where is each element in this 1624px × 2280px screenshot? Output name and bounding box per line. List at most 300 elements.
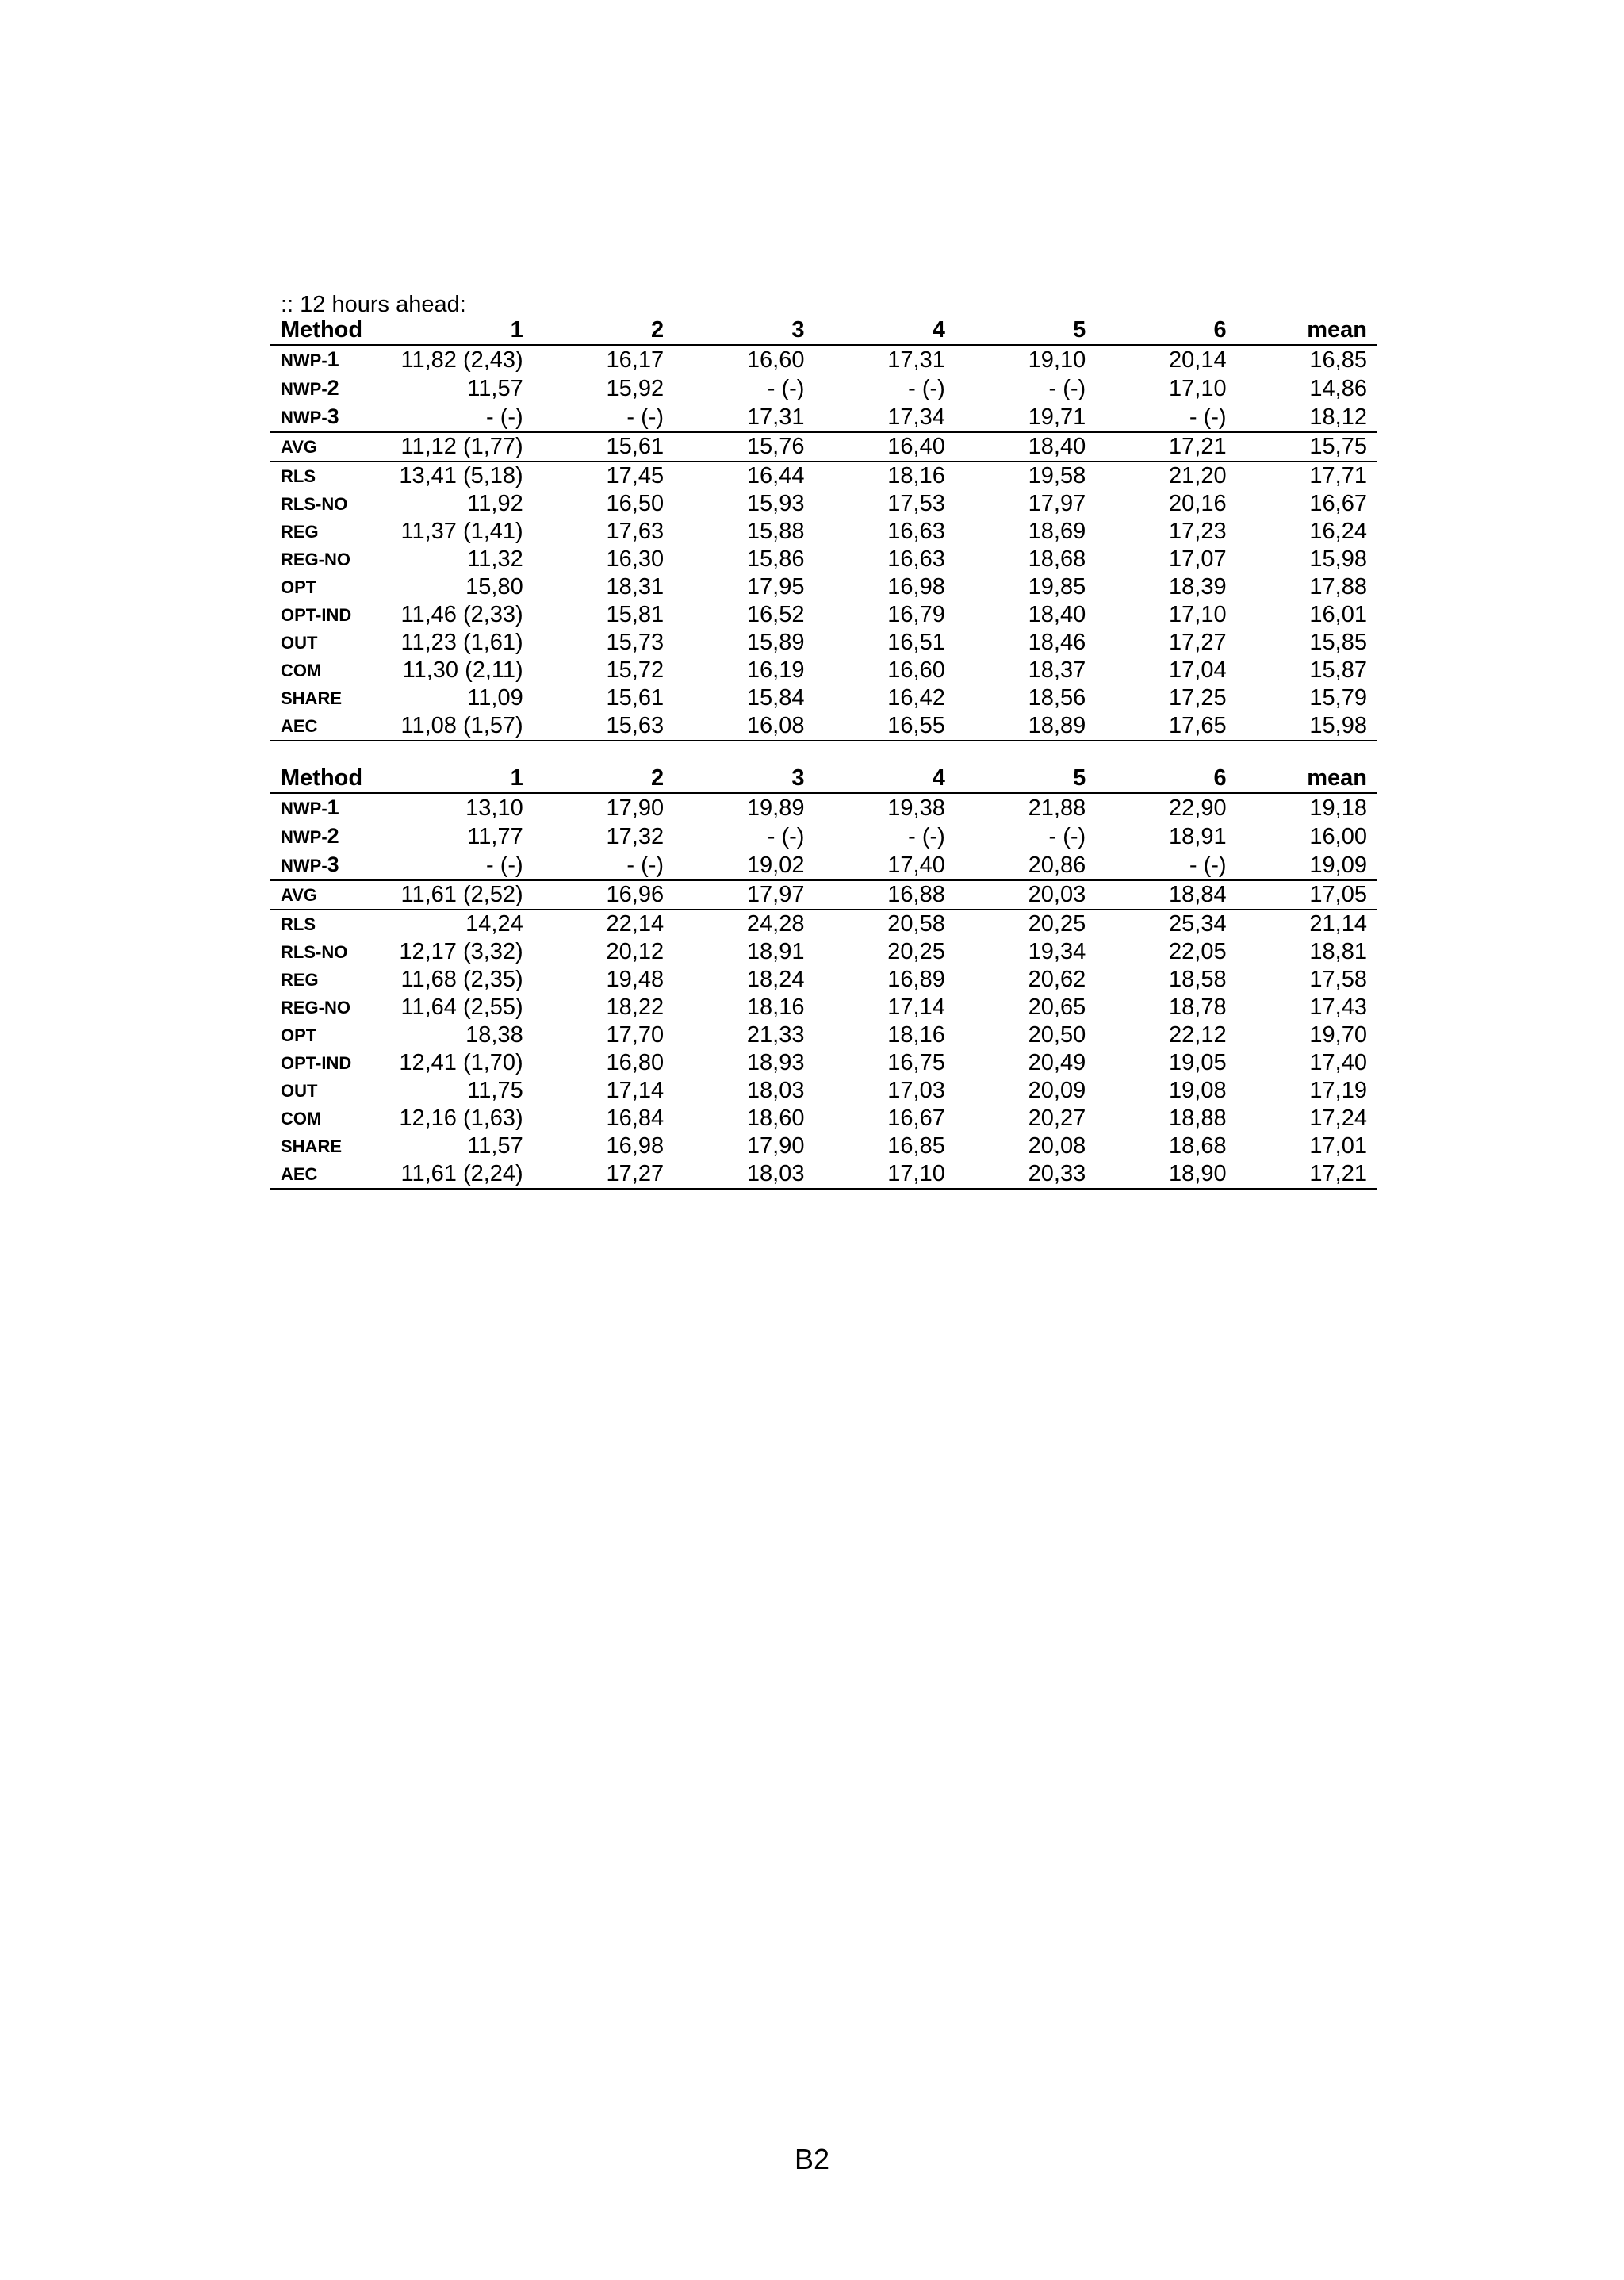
table-row	[270, 966, 1377, 994]
table-cell: 17,32	[606, 824, 665, 849]
table-cell: 17,31	[887, 347, 945, 373]
table-cell: 18,68	[1028, 546, 1086, 572]
table-cell: 12,17 (3,32)	[399, 939, 523, 964]
table-row	[270, 518, 1377, 546]
table-row	[270, 684, 1377, 712]
table-cell: 17,45	[606, 463, 665, 489]
table-cell: 15,98	[1309, 546, 1367, 572]
table-row	[270, 490, 1377, 518]
table-cell: 16,40	[814, 432, 954, 462]
table-cell: 15,86	[746, 546, 805, 572]
table-cell: 19,18	[1309, 795, 1367, 821]
table-cell: 19,05	[1169, 1050, 1227, 1075]
table-cell: 17,10	[1169, 602, 1227, 627]
table-cell: 15,80	[465, 574, 523, 600]
table-row	[270, 546, 1377, 573]
method-name	[270, 573, 391, 601]
table-cell: 21,88	[1028, 795, 1086, 821]
method-name	[270, 518, 391, 546]
table-cell: 24,28	[746, 911, 805, 937]
method-name	[270, 1132, 391, 1160]
column-header-method: Method	[270, 764, 391, 793]
table-cell: 19,89	[746, 795, 805, 821]
table-cell: 16,55	[814, 712, 954, 741]
table-cell: 20,25	[887, 939, 945, 964]
method-name	[270, 851, 391, 880]
method-name	[270, 684, 391, 712]
table-cell: 16,30	[606, 546, 665, 572]
table-cell: 16,63	[887, 546, 945, 572]
table-cell: - (-)	[767, 376, 805, 401]
table-cell: 18,24	[746, 967, 805, 992]
table-cell: 19,48	[606, 967, 665, 992]
method-prefix: RLS-NO	[281, 942, 348, 962]
table-row	[270, 1132, 1377, 1160]
table-cell: 16,60	[746, 347, 805, 373]
table-cell: 17,43	[1309, 994, 1367, 1020]
table-row	[270, 345, 1377, 374]
table-cell: 16,63	[887, 519, 945, 544]
method-name	[270, 1077, 391, 1105]
table-caption: :: 12 hours ahead:	[281, 292, 466, 317]
method-prefix: AVG	[281, 885, 318, 905]
table-cell: 15,63	[533, 712, 673, 741]
column-header-mean: mean	[1236, 764, 1377, 793]
table-cell: 18,40	[1028, 602, 1086, 627]
table-header-row	[270, 316, 1377, 345]
method-prefix: RLS-NO	[281, 494, 348, 514]
table-row	[270, 938, 1377, 966]
table-cell: 11,68 (2,35)	[400, 967, 523, 992]
table-cell: 15,79	[1309, 685, 1367, 711]
table-cell: 20,09	[1028, 1078, 1086, 1103]
table-cell: 17,24	[1309, 1106, 1367, 1131]
table-cell: 17,88	[1309, 574, 1367, 600]
table-cell: 17,40	[814, 851, 954, 880]
table-cell: 15,98	[1236, 712, 1377, 741]
table-cell: - (-)	[1048, 376, 1086, 401]
method-prefix: AVG	[281, 437, 318, 457]
table-row	[270, 994, 1377, 1021]
table-cell: 25,34	[1169, 911, 1227, 937]
method-suffix: 2	[327, 376, 339, 400]
table-cell: 16,80	[606, 1050, 665, 1075]
table-cell: 11,23 (1,61)	[400, 630, 523, 655]
method-prefix: OPT-IND	[281, 1053, 352, 1073]
table-cell: - (-)	[1095, 851, 1235, 880]
table-cell: 16,00	[1309, 824, 1367, 849]
table-cell: 16,42	[887, 685, 945, 711]
method-prefix: REG	[281, 522, 319, 542]
method-suffix: 1	[327, 795, 339, 819]
table-cell: 19,38	[887, 795, 945, 821]
table-cell: 16,24	[1309, 519, 1367, 544]
table-cell: 15,85	[1309, 630, 1367, 655]
table-cell: - (-)	[767, 824, 805, 849]
table-cell: 19,34	[1028, 939, 1086, 964]
table-cell: 18,22	[606, 994, 665, 1020]
table-cell: 11,32	[467, 546, 523, 572]
table-cell: 16,84	[606, 1106, 665, 1131]
table-cell: 20,03	[955, 880, 1095, 910]
table-cell: 17,21	[1236, 1160, 1377, 1189]
table-cell: 17,63	[606, 519, 665, 544]
method-prefix: NWP-	[281, 408, 327, 427]
table-cell: 17,10	[814, 1160, 954, 1189]
column-header-2: 2	[533, 764, 673, 793]
table-cell: 17,27	[1169, 630, 1227, 655]
table-cell: 19,02	[673, 851, 814, 880]
table-cell: 11,12 (1,77)	[391, 432, 532, 462]
table-cell: 20,12	[606, 939, 665, 964]
table-cell: 17,97	[1028, 491, 1086, 516]
table-cell: 15,72	[606, 657, 665, 683]
table-cell: 16,60	[887, 657, 945, 683]
method-prefix: AEC	[281, 716, 318, 736]
table-cell: 13,41 (5,18)	[399, 463, 523, 489]
method-prefix: COM	[281, 1109, 322, 1129]
table-cell: 17,01	[1309, 1133, 1367, 1159]
table-cell: 22,12	[1169, 1022, 1227, 1048]
table-cell: 18,91	[746, 939, 805, 964]
table-cell: 17,05	[1236, 880, 1377, 910]
column-header-4: 4	[814, 316, 954, 345]
table-cell: 19,70	[1309, 1022, 1367, 1048]
method-prefix: REG-NO	[281, 550, 350, 569]
table-cell: - (-)	[391, 403, 532, 432]
method-prefix: NWP-	[281, 856, 327, 876]
column-header-6: 6	[1095, 764, 1235, 793]
table-cell: 16,98	[887, 574, 945, 600]
table-cell: 16,50	[606, 491, 665, 516]
method-name	[270, 910, 391, 938]
method-name	[270, 1105, 391, 1132]
table-cell: 11,77	[467, 824, 523, 849]
table-cell: 17,23	[1169, 519, 1227, 544]
table-cell: - (-)	[533, 403, 673, 432]
method-prefix: OUT	[281, 633, 318, 653]
table-cell: 18,58	[1169, 967, 1227, 992]
table-cell: 11,61 (2,52)	[391, 880, 532, 910]
method-prefix: NWP-	[281, 379, 327, 399]
table-cell: 16,51	[887, 630, 945, 655]
table-cell: 19,08	[1169, 1078, 1227, 1103]
method-name	[270, 629, 391, 657]
table-cell: 16,75	[887, 1050, 945, 1075]
table-cell: 15,93	[746, 491, 805, 516]
table-cell: 13,10	[465, 795, 523, 821]
table-cell: 20,25	[1028, 911, 1086, 937]
table-cell: 18,56	[1028, 685, 1086, 711]
column-header-2: 2	[533, 316, 673, 345]
table-cell: 16,88	[814, 880, 954, 910]
column-header-3: 3	[673, 764, 814, 793]
table-cell: 18,84	[1095, 880, 1235, 910]
table-cell: 16,52	[746, 602, 805, 627]
method-prefix: COM	[281, 661, 322, 680]
table-row	[270, 601, 1377, 629]
method-prefix: SHARE	[281, 688, 343, 708]
table-cell: 17,14	[887, 994, 945, 1020]
method-prefix: RLS	[281, 914, 316, 934]
table-cell: 12,16 (1,63)	[399, 1106, 523, 1131]
method-name	[270, 712, 391, 741]
table-row	[270, 910, 1377, 938]
table-row	[270, 1105, 1377, 1132]
table-cell: 17,03	[887, 1078, 945, 1103]
table-cell: 22,14	[606, 911, 665, 937]
method-suffix: 1	[327, 347, 339, 371]
table-row	[270, 432, 1377, 462]
table-cell: 16,67	[887, 1106, 945, 1131]
method-name	[270, 1160, 391, 1189]
table-cell: 19,09	[1236, 851, 1377, 880]
method-prefix: RLS	[281, 466, 316, 486]
table-cell: 20,08	[1028, 1133, 1086, 1159]
method-suffix: 3	[327, 853, 339, 876]
table-cell: 18,60	[746, 1106, 805, 1131]
method-name	[270, 403, 391, 432]
table-cell: 18,40	[955, 432, 1095, 462]
column-header-1: 1	[391, 764, 532, 793]
method-name	[270, 374, 391, 403]
method-prefix: NWP-	[281, 351, 327, 370]
table-cell: 15,88	[746, 519, 805, 544]
table-cell: 17,31	[673, 403, 814, 432]
table-cell: 22,90	[1169, 795, 1227, 821]
method-prefix: OPT	[281, 1025, 317, 1045]
method-prefix: AEC	[281, 1164, 318, 1184]
table-cell: 18,37	[1028, 657, 1086, 683]
table-cell: 11,92	[467, 491, 523, 516]
table-cell: 19,71	[955, 403, 1095, 432]
table-row	[270, 822, 1377, 851]
column-header-5: 5	[955, 316, 1095, 345]
method-prefix: SHARE	[281, 1136, 343, 1156]
table-cell: 18,16	[746, 994, 805, 1020]
table-cell: 16,67	[1309, 491, 1367, 516]
table-cell: 20,27	[1028, 1106, 1086, 1131]
table-cell: 11,64 (2,55)	[400, 994, 523, 1020]
table-cell: 22,05	[1169, 939, 1227, 964]
table-cell: 15,92	[606, 376, 665, 401]
column-header-method: Method	[270, 316, 391, 345]
table-cell: 18,38	[465, 1022, 523, 1048]
table-cell: 20,58	[887, 911, 945, 937]
table-cell: 20,50	[1028, 1022, 1086, 1048]
table-cell: 17,34	[814, 403, 954, 432]
table-cell: 17,65	[1095, 712, 1235, 741]
method-suffix: 2	[327, 824, 339, 848]
method-suffix: 3	[327, 404, 339, 428]
table-row	[270, 573, 1377, 601]
results-table-2	[270, 764, 1377, 1190]
table-row	[270, 1077, 1377, 1105]
table-row	[270, 403, 1377, 432]
method-name	[270, 880, 391, 910]
table-cell: 17,53	[887, 491, 945, 516]
table-cell: 20,16	[1169, 491, 1227, 516]
table-cell: 18,91	[1169, 824, 1227, 849]
method-name	[270, 793, 391, 822]
table-cell: 17,90	[746, 1133, 805, 1159]
page-number: B2	[794, 2143, 830, 2175]
table-cell: 11,57	[467, 376, 523, 401]
table-row	[270, 851, 1377, 880]
table-cell: 11,08 (1,57)	[391, 712, 532, 741]
method-prefix: NWP-	[281, 827, 327, 847]
table-cell: 16,85	[887, 1133, 945, 1159]
table-cell: 18,39	[1169, 574, 1227, 600]
table-cell: 11,46 (2,33)	[400, 602, 523, 627]
table-cell: 18,31	[606, 574, 665, 600]
table-cell: 18,78	[1169, 994, 1227, 1020]
method-name	[270, 462, 391, 490]
table-cell: 11,82 (2,43)	[400, 347, 523, 373]
table-cell: 15,87	[1309, 657, 1367, 683]
table-cell: 17,27	[533, 1160, 673, 1189]
method-name	[270, 994, 391, 1021]
table-cell: 18,03	[746, 1078, 805, 1103]
table-cell: 14,86	[1309, 376, 1367, 401]
table-cell: 16,85	[1309, 347, 1367, 373]
table-cell: 18,03	[673, 1160, 814, 1189]
table-row	[270, 1049, 1377, 1077]
table-cell: 16,89	[887, 967, 945, 992]
table-cell: 17,95	[746, 574, 805, 600]
table-cell: 15,81	[606, 602, 665, 627]
table-cell: 16,79	[887, 602, 945, 627]
table-cell: 11,75	[467, 1078, 523, 1103]
table-cell: 15,76	[673, 432, 814, 462]
table-cell: 11,37 (1,41)	[400, 519, 523, 544]
table-cell: 15,61	[606, 685, 665, 711]
table-cell: 15,73	[606, 630, 665, 655]
table-row	[270, 880, 1377, 910]
table-row	[270, 1021, 1377, 1049]
table-cell: 18,16	[887, 1022, 945, 1048]
table-cell: 20,14	[1169, 347, 1227, 373]
table-cell: 16,17	[606, 347, 665, 373]
table-cell: 18,88	[1169, 1106, 1227, 1131]
table-cell: 17,25	[1169, 685, 1227, 711]
table-cell: 15,75	[1236, 432, 1377, 462]
method-prefix: OPT	[281, 577, 317, 597]
column-header-3: 3	[673, 316, 814, 345]
table-row	[270, 1160, 1377, 1189]
results-table-1	[270, 316, 1377, 741]
table-cell: 11,57	[467, 1133, 523, 1159]
table-cell: 11,61 (2,24)	[391, 1160, 532, 1189]
table-cell: 17,40	[1309, 1050, 1367, 1075]
table-cell: 17,21	[1095, 432, 1235, 462]
table-cell: 19,58	[1028, 463, 1086, 489]
table-row	[270, 629, 1377, 657]
method-name	[270, 490, 391, 518]
table-cell: 16,98	[606, 1133, 665, 1159]
method-prefix: OPT-IND	[281, 605, 352, 625]
method-name	[270, 1049, 391, 1077]
table-cell: 14,24	[465, 911, 523, 937]
method-name	[270, 345, 391, 374]
table-cell: - (-)	[1048, 824, 1086, 849]
table-cell: 15,61	[533, 432, 673, 462]
table-cell: 11,09	[467, 685, 523, 711]
table-cell: 17,04	[1169, 657, 1227, 683]
method-prefix: REG-NO	[281, 998, 350, 1017]
column-header-6: 6	[1095, 316, 1235, 345]
table-cell: - (-)	[908, 376, 945, 401]
table-header-row	[270, 764, 1377, 793]
table-cell: - (-)	[533, 851, 673, 880]
column-header-5: 5	[955, 764, 1095, 793]
table-cell: 17,19	[1309, 1078, 1367, 1103]
method-name	[270, 432, 391, 462]
table-cell: 16,19	[746, 657, 805, 683]
table-cell: 17,90	[606, 795, 665, 821]
table-cell: 17,07	[1169, 546, 1227, 572]
table-cell: 17,14	[606, 1078, 665, 1103]
table-cell: 16,01	[1309, 602, 1367, 627]
table-cell: 20,33	[955, 1160, 1095, 1189]
table-cell: 18,69	[1028, 519, 1086, 544]
table-cell: 15,84	[746, 685, 805, 711]
method-name	[270, 546, 391, 573]
table-cell: 17,70	[606, 1022, 665, 1048]
table-cell: 12,41 (1,70)	[399, 1050, 523, 1075]
table-cell: 18,46	[1028, 630, 1086, 655]
table-cell: 18,93	[746, 1050, 805, 1075]
method-name	[270, 1021, 391, 1049]
method-prefix: NWP-	[281, 799, 327, 818]
table-cell: 18,90	[1095, 1160, 1235, 1189]
table-cell: 17,71	[1309, 463, 1367, 489]
table-cell: 11,30 (2,11)	[402, 657, 523, 683]
table-cell: 21,14	[1309, 911, 1367, 937]
method-name	[270, 601, 391, 629]
method-prefix: REG	[281, 970, 319, 990]
table-cell: 16,08	[673, 712, 814, 741]
table-cell: 18,12	[1236, 403, 1377, 432]
method-name	[270, 938, 391, 966]
table-row	[270, 657, 1377, 684]
table-cell: - (-)	[908, 824, 945, 849]
column-header-mean: mean	[1236, 316, 1377, 345]
table-cell: 17,10	[1169, 376, 1227, 401]
table-cell: - (-)	[391, 851, 532, 880]
table-cell: 18,16	[887, 463, 945, 489]
table-cell: 20,49	[1028, 1050, 1086, 1075]
table-cell: 21,20	[1169, 463, 1227, 489]
table-cell: 20,65	[1028, 994, 1086, 1020]
table-cell: - (-)	[1095, 403, 1235, 432]
table-cell: 21,33	[746, 1022, 805, 1048]
method-name	[270, 822, 391, 851]
table-row	[270, 374, 1377, 403]
method-prefix: OUT	[281, 1081, 318, 1101]
method-name	[270, 657, 391, 684]
table-cell: 17,58	[1309, 967, 1367, 992]
table-cell: 18,68	[1169, 1133, 1227, 1159]
table-cell: 18,81	[1309, 939, 1367, 964]
method-name	[270, 966, 391, 994]
table-cell: 15,89	[746, 630, 805, 655]
column-header-4: 4	[814, 764, 954, 793]
table-cell: 16,44	[746, 463, 805, 489]
table-cell: 18,89	[955, 712, 1095, 741]
table-row	[270, 462, 1377, 490]
table-cell: 16,96	[533, 880, 673, 910]
